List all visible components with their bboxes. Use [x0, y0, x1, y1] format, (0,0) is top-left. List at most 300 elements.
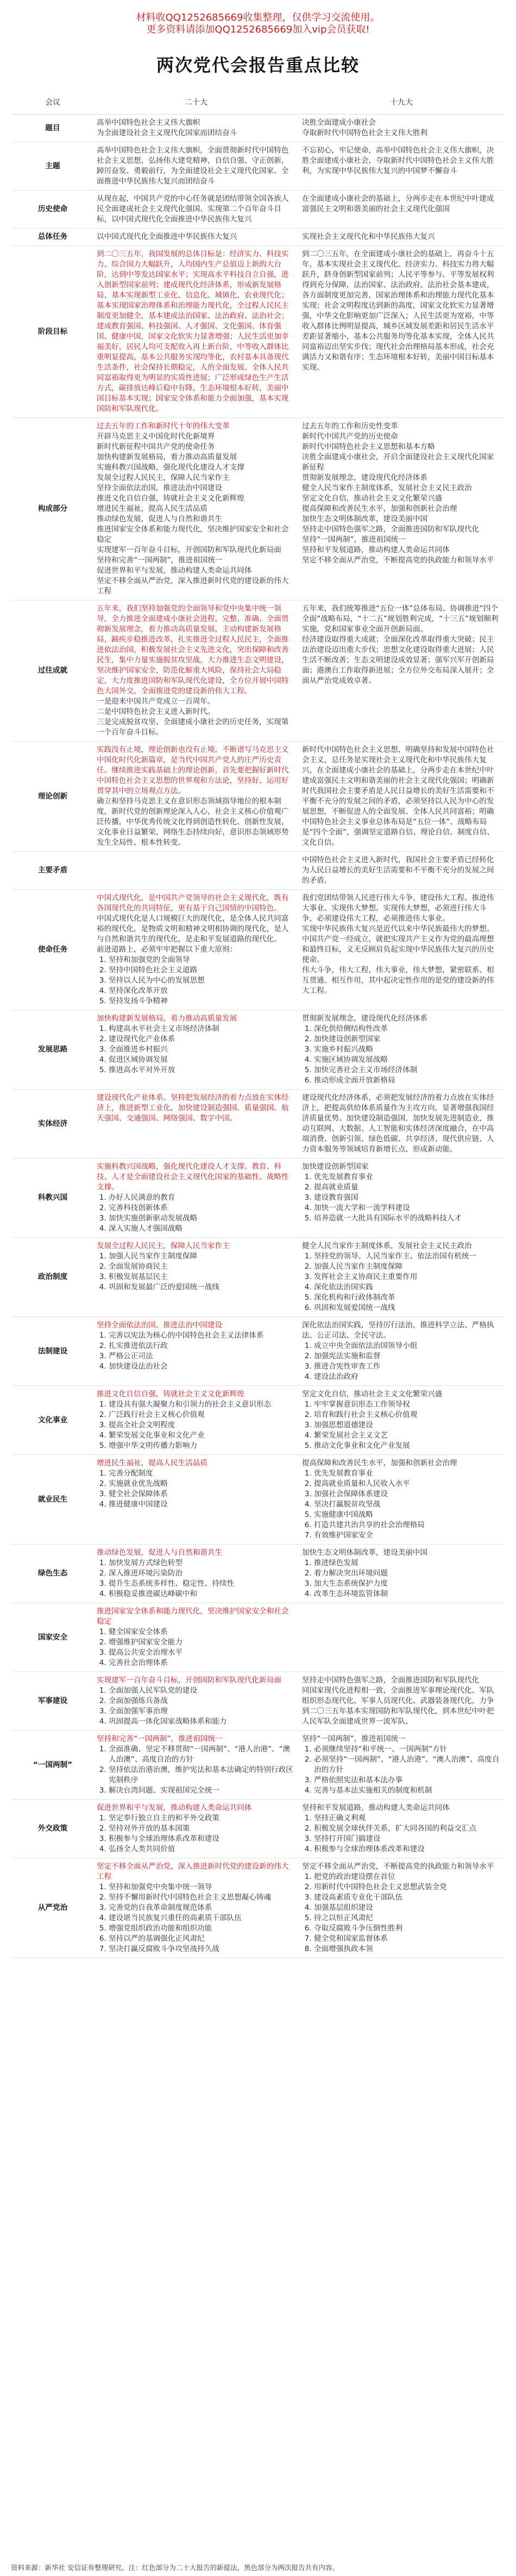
list-item: 1. 完善分配制度: [109, 1469, 295, 1479]
list-item: 2. 坚持依法治港治澳，维护宪法和基本法确定的特别行政区宪制秩序: [109, 1765, 295, 1786]
list-item: 2. 深入推进环境污染防治: [109, 1568, 295, 1579]
list-item: 4. 巩固提高一体化国家战略体系和能力: [109, 1717, 295, 1727]
cell-numbered-list: [302, 1400, 501, 1451]
cell-paragraph: 前进道路上，必须牢牢把握以下重大原则：: [97, 945, 237, 954]
cell-paragraph: 坚定不移全面从严治党，深入推进新时代党的建设新的伟大工程: [97, 1862, 289, 1881]
list-item: 2. 加强宪法实施和监督: [314, 1351, 501, 1362]
table-row: [12, 418, 504, 600]
list-item: 1. 全面准确、坚定不移贯彻“一国两制”、“港人治港”、“澳人治澳”、高度自治的方针: [109, 1744, 295, 1765]
cell-paragraph: 推进国家安全体系和能力现代化，坚决维护国家安全和社会稳定: [97, 1607, 289, 1626]
list-item: 3. 全面加强军事治理: [109, 1706, 295, 1717]
cell-paragraph: 推进文化自信自强，铸就社会主义文化新辉煌: [97, 494, 244, 503]
cell-numbered-list: [97, 1251, 295, 1293]
table-row: [12, 1090, 504, 1159]
cell-19th: [299, 1159, 504, 1238]
list-item: 1. 坚持和加强党的全面领导: [109, 955, 295, 965]
cell-19th: [299, 1545, 504, 1603]
list-item: 4. 完善与基本法实施相关的制度和机制: [314, 1786, 501, 1796]
list-item: 1. 加快发展方式绿色转型: [109, 1558, 295, 1568]
list-item: 2. 广泛践行社会主义核心价值观: [109, 1410, 295, 1420]
list-item: 2. 全面发展协商民主: [109, 1262, 295, 1272]
cell-paragraph: 我们党团结带领人民进行伟大斗争、建设伟大工程、推进伟大事业、实现伟大梦想。实现伟大梦想，必须进行伟大斗争，必须建设伟大工程，必须推进伟大事业。: [302, 894, 494, 923]
list-item: 2. 扎实推进依法行政: [109, 1341, 295, 1351]
list-item: 5. 加快完善社会主义市场经济体制: [314, 1065, 501, 1075]
list-item: 1. 坚持和加强党中央集中统一领导: [109, 1882, 295, 1893]
cell-20th: [93, 229, 299, 246]
list-item: 8. 全面增强执政本领: [314, 1944, 501, 1954]
cell-paragraph: 坚持全面依法治国，推进法治中国建设: [97, 1321, 223, 1330]
cell-20th: [93, 852, 299, 890]
list-item: 4. 建设堪当民族复兴重任的高素质干部队伍: [109, 1913, 295, 1923]
cell-19th: [299, 1672, 504, 1731]
row-topic: 绿色生态: [12, 1545, 93, 1603]
cell-20th: [93, 1010, 299, 1090]
cell-paragraph: 实践没有止境，理论创新也没有止境。不断谱写马克思主义中国化时代化新篇章，是当代中国共产党人的庄严历史责任。继续推进实践基础上的理论创新，首先要把握好新时代中国特色社会主义思想的世界观和方法论，坚持好、运用好贯穿其中的立场观点方法。: [97, 745, 289, 795]
cell-paragraph: 坚持和平发展道路，推动构建人类命运共同体: [302, 546, 450, 554]
list-item: 3. 全面推进乡村振兴: [109, 1045, 295, 1055]
table-row: [12, 1545, 504, 1603]
list-item: 2. 必须坚持“一国两制”、“港人治港”、“澳人治澳”、高度自治的方针: [314, 1755, 501, 1775]
cell-numbered-list: [302, 1744, 501, 1796]
list-item: 2. 增强维护国家安全能力: [109, 1637, 295, 1648]
cell-19th: [299, 1238, 504, 1317]
cell-19th: [299, 229, 504, 246]
cell-20th: [93, 1545, 299, 1603]
table-row: [12, 246, 504, 418]
list-item: 6. 推动形成全面开放新格局: [314, 1075, 501, 1086]
cell-paragraph: 坚持“一国两制”，推进祖国统一: [302, 535, 406, 544]
cell-19th: [299, 742, 504, 852]
cell-paragraph: 坚定不移全面从严治党，不断提高党的执政能力和领导水平: [302, 556, 494, 565]
cell-numbered-list: [97, 1744, 295, 1796]
cell-paragraph: 高举中国特色社会主义伟大旗帜: [97, 118, 200, 127]
list-item: 2. 完善科技创新体系: [109, 1203, 295, 1213]
cell-numbered-list: [302, 1341, 501, 1382]
list-item: 4. 巩固和发展最广泛的爱国统一战线: [109, 1282, 295, 1293]
watermark-line-2: 更多资料请添加QQ1252685669加入vip会员获取!: [146, 24, 370, 35]
list-item: 3. 积极参与全球治理体系改革和建设: [109, 1834, 295, 1844]
row-topic: 构成部分: [12, 418, 93, 600]
list-item: 3. 解决台湾问题、实现祖国完全统一: [109, 1786, 295, 1796]
cell-numbered-list: [97, 1558, 295, 1599]
list-item: 2. 实施就业优先战略: [109, 1479, 295, 1489]
list-item: 5. 实施健康中国战略: [314, 1510, 501, 1520]
cell-20th: [93, 1238, 299, 1317]
cell-19th: [299, 1858, 504, 1958]
cell-20th: [93, 1159, 299, 1238]
list-item: 1. 优先发展教育事业: [314, 1172, 501, 1182]
table-row: [12, 1010, 504, 1090]
cell-paragraph: 中国特色社会主义进入新时代，我国社会主要矛盾已经转化为人民日益增长的美好生活需要和不平衡不充分的发展之间的矛盾。: [302, 856, 494, 885]
cell-paragraph: 伟大斗争，伟大工程，伟大事业，伟大梦想，紧密联系、相互贯通、相互作用，其中起决定性作用的是党的建设新的伟大工程。: [302, 966, 494, 995]
cell-paragraph: 实现中华民族伟大复兴是近代以来中华民族最伟大的梦想。中国共产党一经成立，就把实现共产主义作为党的最高理想和最终目标，义无反顾肩负起实现中华民族伟大复兴的历史使命。: [302, 925, 494, 964]
cell-numbered-list: [97, 1331, 295, 1372]
list-item: 3. 提高全社会文明程度: [109, 1420, 295, 1431]
list-item: 1. 加强人民当家作主制度保障: [109, 1251, 295, 1262]
cell-paragraph: 经济建设取得重大成就；全面深化改革取得重大突破；民主法治建设迈出重大步伐；思想文化建设取得重大进展；人民生活不断改善；生态文明建设成效显著；强军兴军开创新局面；港澳台工作取得新进展；全方位外交布局深入展开；全面从严治党成效卓著。: [302, 635, 494, 685]
list-item: 4. 加强基层组织建设: [314, 1903, 501, 1913]
cell-numbered-list: [302, 1251, 501, 1313]
list-item: 3. 坚持打开国门搞建设: [314, 1834, 501, 1844]
cell-paragraph: 实现建军一百年奋斗目标，开创国防和军队现代化新局面: [97, 1676, 281, 1685]
cell-numbered-list: [97, 1469, 295, 1510]
row-topic: 发展思路: [12, 1010, 93, 1090]
cell-paragraph: 二是中国特色社会主义进入新时代。: [97, 707, 215, 716]
list-item: 1. 全面加强人民军队党的建设: [109, 1686, 295, 1696]
cell-paragraph: 提高保障和改善民生水平，加强和创新社会治理: [302, 1459, 457, 1467]
list-item: 4. 完善社会治理体系: [109, 1658, 295, 1668]
cell-paragraph: 健全人民当家作主制度体系，发展社会主义民主政治: [302, 484, 472, 492]
cell-paragraph: 坚持和平发展道路，推动构建人类命运共同体: [302, 1803, 450, 1812]
cell-numbered-list: [97, 1686, 295, 1727]
list-item: 1. 坚持党的领导、人民当家作主、依法治国有机统一: [314, 1251, 501, 1262]
cell-paragraph: 新时代中国特色社会主义思想，明确坚持和发展中国特色社会主义，总任务是实现社会主义现代化和中华民族伟大复兴，在全面建成小康社会的基础上，分两步走在本世纪中叶建成富强民主文明和谐美丽的社会主义现代化强国；明确新时代我国社会主要矛盾是人民日益增长的美好生活需要和不平衡不充分的发展之间的矛盾，必须坚持以人民为中心的发展思想，不断促进人的全面发展、全体人民共同富裕；明确中国特色社会主义事业总体布局是“五位一体”、战略布局是“四个全面”，强调坚定道路自信、理论自信、制度自信、文化自信。: [302, 745, 494, 847]
row-topic: 历史使命: [12, 191, 93, 229]
cell-19th: [299, 142, 504, 191]
row-topic: 科教兴国: [12, 1159, 93, 1238]
list-item: 4. 推进健康中国建设: [109, 1499, 295, 1510]
cell-paragraph: 坚定不移全面从严治党，不断提高党的执政能力和领导水平: [302, 1862, 494, 1871]
cell-paragraph: 不忘初心，牢记使命，高举中国特色社会主义伟大旗帜，决胜全面建成小康社会，夺取新时代中国特色社会主义伟大胜利，为实现中华民族伟大复兴的中国梦不懈奋斗: [302, 146, 494, 175]
cell-paragraph: 决胜全面建成小康社会，开启全面建设社会主义现代化国家新征程: [302, 453, 494, 472]
header-19th: 十九大: [299, 91, 504, 115]
cell-paragraph: 推动绿色发展，促进人与自然和谐共生: [97, 515, 223, 523]
list-item: 3. 严格公正司法: [109, 1351, 295, 1362]
cell-19th: [299, 246, 504, 418]
cell-19th: [299, 191, 504, 229]
list-item: 4. 坚决打赢脱贫攻坚战: [314, 1499, 501, 1510]
cell-19th: [299, 1090, 504, 1159]
cell-20th: [93, 191, 299, 229]
cell-paragraph: 到二〇三五年，在全面建成小康社会的基础上，再奋斗十五年，基本实现社会主义现代化。经济实力、科技实力将大幅跃升，跻身创新型国家前列；人民平等参与、平等发展权利得到充分保障，法治国家、法治政府、法治社会基本建成，各方面制度更加完善，国家治理体系和治理能力现代化基本实现；社会文明程度达到新的高度，国家文化软实力显著增强，中华文化影响更加广泛深入；人民生活更为宽裕，中等收入群体比例明显提高，城乡区域发展差距和居民生活水平差距显著缩小，基本公共服务均等化基本实现，全体人民共同富裕迈出坚实步伐；现代社会治理格局基本形成，社会充满活力又和谐有序；生态环境根本好转，美丽中国目标基本实现。: [302, 250, 494, 372]
list-item: 3. 实施乡村振兴战略: [314, 1045, 501, 1055]
cell-paragraph: 五年来，我们坚持加强党的全面领导和党中央集中统一领导，全力推进全面建成小康社会进程，完整、准确、全面贯彻新发展理念，着力推动高质量发展，主动构建新发展格局，蹄疾步稳推进改革，扎实推进全过程人民民主，全面推进依法治国，积极发展社会主义先进文化，突出保障和改善民生，集中力量实施脱贫攻坚战，大力推进生态文明建设，坚决维护国家安全，防范化解重大风险，保持社会大局稳定，大力度推进国防和军队现代化建设，全方位开展中国特色大国外交，全面推进党的建设新的伟大工程。: [97, 604, 289, 695]
table-row: [12, 1386, 504, 1455]
row-topic: 从严党治: [12, 1858, 93, 1958]
list-item: 5. 持之以恒正风肃纪: [314, 1913, 501, 1923]
list-item: 5. 推动文化事业和文化产业发展: [314, 1441, 501, 1451]
list-item: 2. 加快建设创新型国家: [314, 1034, 501, 1045]
cell-19th: [299, 115, 504, 142]
cell-20th: [93, 1386, 299, 1455]
cell-19th: [299, 1317, 504, 1386]
cell-paragraph: 贯彻新发展理念，建设现代化经济体系: [302, 473, 428, 482]
cell-paragraph: 深化依法治国实践，坚持厉行法治，推进科学立法、严格执法、公正司法、全民守法。: [302, 1321, 494, 1340]
list-item: 1. 牢牢掌握意识形态工作领导权: [314, 1400, 501, 1410]
table-row: [12, 742, 504, 852]
cell-paragraph: 在全面建成小康社会的基础上，分两步走在本世纪中叶建成富强民主文明和谐美丽的社会主义现代化强国: [302, 194, 494, 213]
table-row: [12, 852, 504, 890]
row-topic: 文化事业: [12, 1386, 93, 1455]
list-item: 2. 用新时代中国特色社会主义思想武装全党: [314, 1882, 501, 1893]
cell-20th: [93, 742, 299, 852]
cell-paragraph: 加快生态文明体制改革，建设美丽中国: [302, 515, 428, 523]
cell-19th: [299, 600, 504, 742]
cell-20th: [93, 890, 299, 1010]
cell-paragraph: 坚持全面依法治国，推进法治中国建设: [97, 484, 223, 492]
list-item: 2. 坚持对外开放的基本国策: [109, 1824, 295, 1834]
list-item: 1. 成立中央全面依法治国领导小组: [314, 1341, 501, 1351]
cell-paragraph: 推进文化自信自强，铸就社会主义文化新辉煌: [97, 1390, 244, 1398]
list-item: 1. 把党的政治建设摆在首位: [314, 1872, 501, 1882]
row-topic: 主题: [12, 142, 93, 191]
list-item: 4. 改革生态环境监管体制: [314, 1589, 501, 1599]
cell-paragraph: 从现在起，中国共产党的中心任务就是团结带领全国各族人民全面建成社会主义现代化强国、实现第二个百年奋斗目标，以中国式现代化全面推进中华民族伟大复兴: [97, 194, 289, 224]
cell-19th: [299, 418, 504, 600]
cell-paragraph: 加快生态文明体制改革，建设美丽中国: [302, 1548, 428, 1557]
cell-paragraph: 实现建军一百年奋斗目标，开创国防和军队现代化新局面: [97, 546, 281, 554]
table-row: [12, 1159, 504, 1238]
cell-19th: [299, 890, 504, 1010]
row-topic: 就业民生: [12, 1455, 93, 1545]
cell-20th: [93, 1455, 299, 1545]
table-row: [12, 1800, 504, 1858]
header-20th: 二十大: [93, 91, 299, 115]
cell-20th: [93, 142, 299, 191]
cell-paragraph: 同国家现代化进程相一致，全面推进军事理论现代化、军队组织形态现代化、军事人员现代化、武器装备现代化，力争到二〇三五年基本实现国防和军队现代化，到本世纪中叶把人民军队全面建成世界一流军队。: [302, 1686, 494, 1726]
list-item: 4. 促进区域协调发展: [109, 1055, 295, 1065]
list-item: 3. 健全社会保障体系: [109, 1489, 295, 1499]
list-item: 3. 加强社会保障体系建设: [314, 1489, 501, 1499]
list-item: 1. 办好人民满意的教育: [109, 1193, 295, 1203]
cell-paragraph: 中国式现代化，是中国共产党领导的社会主义现代化，既有各国现代化的共同特征，更有基于自己国情的中国特色。: [97, 894, 289, 913]
list-item: 3. 建设教育强国: [314, 1193, 501, 1203]
list-item: 4. 实施区域协调发展战略: [314, 1055, 501, 1065]
list-item: 2. 坚持不懈用新时代中国特色社会主义思想凝心铸魂: [109, 1893, 295, 1903]
list-item: 2. 加强人民当家作主制度保障: [314, 1262, 501, 1272]
cell-paragraph: 实现社会主义现代化和中华民族伟大复兴: [302, 232, 435, 241]
row-topic: 法制建设: [12, 1317, 93, 1386]
cell-paragraph: 促进世界和平与发展，推动构建人类命运共同体: [97, 566, 252, 575]
table-row: [12, 1672, 504, 1731]
row-topic: 过往成就: [12, 600, 93, 742]
list-item: 5. 深化机构和行政体制改革: [314, 1293, 501, 1303]
cell-numbered-list: [302, 1172, 501, 1224]
list-item: 1. 建设具有强大凝聚力和引领力的社会主义意识形态: [109, 1400, 295, 1410]
cell-paragraph: 确立和坚持马克思主义在意识形态领域指导地位的根本制度，新时代党的创新理论深入人心，社会主义核心价值观广泛传播，中华优秀传统文化得到创造性转化、创新性发展，文化事业日益繁荣，网络生态持续向好，意识形态领域形势发生全局性、根本性转变。: [97, 797, 289, 847]
list-item: 3. 发挥社会主义协商民主重要作用: [314, 1272, 501, 1282]
list-item: 4. 积极参与全球治理体系改革和建设: [314, 1844, 501, 1855]
row-topic: 实体经济: [12, 1090, 93, 1159]
cell-numbered-list: [97, 955, 295, 1007]
table-row: [12, 1238, 504, 1317]
cell-paragraph: 开辟马克思主义中国化时代化新境界: [97, 432, 215, 441]
cell-paragraph: 为全面建设社会主义现代化国家而团结奋斗: [97, 129, 237, 137]
list-item: 2. 积极发展全球伙伴关系，扩大同各国的利益交汇点: [314, 1824, 501, 1834]
row-topic: 总体任务: [12, 229, 93, 246]
cell-20th: [93, 1090, 299, 1159]
cell-paragraph: 加快构建新发展格局，着力推动高质量发展: [97, 453, 237, 461]
cell-paragraph: 决胜全面建成小康社会: [302, 118, 376, 127]
cell-paragraph: 五年来，我们统筹推进“五位一体”总体布局、协调推进“四个全面”战略布局，“十二五”规划胜利完成，“十三五”规划顺利实施，党和国家事业全面开创新局面。: [302, 604, 499, 634]
cell-paragraph: 健全人民当家作主制度体系，发展社会主义民主政治: [302, 1242, 472, 1250]
list-item: 3. 完善党的自我革命制度规范体系: [109, 1903, 295, 1913]
cell-numbered-list: [97, 1882, 295, 1954]
list-item: 2. 提高就业质量: [314, 1182, 501, 1193]
list-item: 3. 坚持以人民为中心的发展思想: [109, 976, 295, 986]
cell-paragraph: 中国式现代化是人口规模巨大的现代化，是全体人民共同富裕的现代化，是物质文明和精神文明相协调的现代化，是人与自然和谐共生的现代化，是走和平发展道路的现代化。: [97, 914, 289, 944]
cell-paragraph: 建设现代化产业体系。坚持把发展经济的着力点放在实体经济上，推进新型工业化，加快建设制造强国、质量强国、航天强国、交通强国、网络强国、数字中国。: [97, 1093, 289, 1123]
list-item: 1. 优先发展教育事业: [314, 1469, 501, 1479]
cell-numbered-list: [97, 1400, 295, 1451]
list-item: 4. 加快一流大学和一流学科建设: [314, 1203, 501, 1213]
cell-paragraph: 增进民生福祉，提高人民生活品质: [97, 504, 207, 513]
cell-paragraph: 贯彻新发展理念，建设现代化经济体系: [302, 1014, 428, 1023]
table-row: [12, 600, 504, 742]
table-row: [12, 1317, 504, 1386]
cell-19th: [299, 1800, 504, 1858]
list-item: 3. 加快实施创新驱动发展战略: [109, 1213, 295, 1224]
cell-20th: [93, 600, 299, 742]
list-item: 2. 建设现代化产业体系: [109, 1034, 295, 1045]
cell-19th: [299, 1455, 504, 1545]
table-row: [12, 142, 504, 191]
cell-19th: [299, 852, 504, 890]
cell-20th: [93, 1800, 299, 1858]
list-item: 2. 着力解决突出环境问题: [314, 1568, 501, 1579]
list-item: 4. 繁荣发展社会主义文艺: [314, 1431, 501, 1441]
comparison-sheet: [12, 91, 504, 2534]
row-topic: “一国两制”: [12, 1731, 93, 1800]
list-item: 6. 夺取反腐败斗争压倒性胜利: [314, 1923, 501, 1934]
row-topic: 外交政策: [12, 1800, 93, 1858]
cell-20th: [93, 1672, 299, 1731]
cell-paragraph: 建设现代化经济体系，必须把发展经济的着力点放在实体经济上，把提高供给体系质量作为主攻方向，显著增强我国经济质量优势。加快建设制造强国，加快发展先进制造业，推动互联网、大数据、人工智能和实体经济深度融合，在中高端消费、创新引领、绿色低碳、共享经济、现代供应链、人力资本服务等领域培育新增长点、形成新动能。: [302, 1093, 494, 1154]
cell-paragraph: 坚持“一国两制”，推进祖国统一: [302, 1735, 406, 1743]
cell-paragraph: 坚持和完善“一国两制”，推进祖国统一: [97, 1735, 223, 1743]
cell-numbered-list: [97, 1193, 295, 1234]
cell-paragraph: 加快建设创新型国家: [302, 1162, 369, 1171]
list-item: 1. 坚定奉行独立自主的和平外交政策: [109, 1813, 295, 1824]
header-topic: 会议: [12, 91, 93, 115]
cell-paragraph: 过去五年的工作和新时代十年的伟大变革: [97, 422, 230, 431]
list-item: 2. 全面加强练兵备战: [109, 1696, 295, 1706]
cell-paragraph: 新时代中国共产党的历史使命: [302, 432, 398, 441]
cell-paragraph: 坚定文化自信，推动社会主义文化繁荣兴盛: [302, 494, 443, 503]
list-item: 7. 坚决打赢反腐败斗争攻坚战持久战: [109, 1944, 295, 1954]
cell-numbered-list: [97, 1813, 295, 1855]
row-topic: 阶段目标: [12, 246, 93, 418]
list-item: 5. 坚持发扬斗争精神: [109, 996, 295, 1007]
list-item: 4. 坚持深化改革开放: [109, 986, 295, 996]
cell-paragraph: 过去五年的工作和历史性变革: [302, 422, 398, 431]
cell-numbered-list: [302, 1558, 501, 1599]
row-topic: 题目: [12, 115, 93, 142]
list-item: 1. 健全国家安全体系: [109, 1627, 295, 1637]
cell-20th: [93, 418, 299, 600]
row-topic: 国家安全: [12, 1603, 93, 1672]
footer-source-note: 资料来源：新华社 安信证券整理研究。注：红色部分为二十大报告的新提法，黑色部分为两次报告共有内容。: [11, 2564, 339, 2572]
list-item: 3. 加大生态系统保护力度: [314, 1579, 501, 1589]
list-item: 4. 加快建设法治社会: [109, 1362, 295, 1372]
cell-paragraph: 增进民生福祉，提高人民生活品质: [97, 1459, 207, 1467]
list-item: 1. 深化供给侧结构性改革: [314, 1024, 501, 1034]
cell-paragraph: 坚持走中国特色强军之路，全面推进国防和军队现代化: [302, 1676, 480, 1685]
cell-20th: [93, 1858, 299, 1958]
list-item: 6. 打造共建共治共享的社会治理格局: [314, 1520, 501, 1530]
cell-paragraph: 加快构建新发展格局，着力推动高质量发展: [97, 1014, 237, 1023]
cell-19th: [299, 1386, 504, 1455]
list-item: 6. 巩固和发展爱国统一战线: [314, 1303, 501, 1313]
list-item: 4. 建设法治政府: [314, 1372, 501, 1382]
table-body: [12, 115, 504, 1958]
watermark-line-1: 材料收QQ1252685669收集整理，仅供学习交流使用。: [136, 12, 380, 23]
cell-20th: [93, 1603, 299, 1672]
cell-paragraph: 推进国家安全体系和能力现代化，坚决维护国家安全和社会稳定: [97, 525, 289, 544]
list-item: 3. 推进合宪性审查工作: [314, 1362, 501, 1372]
cell-20th: [93, 246, 299, 418]
list-item: 7. 有效维护国家安全: [314, 1530, 501, 1541]
table-row: [12, 191, 504, 229]
cell-20th: [93, 1317, 299, 1386]
cell-paragraph: 发展全过程人民民主，保障人民当家作主: [97, 473, 230, 482]
list-item: 3. 建设高素质专业化干部队伍: [314, 1893, 501, 1903]
cell-paragraph: 坚持和完善“一国两制”，推进祖国统一: [97, 556, 223, 565]
list-item: 2. 坚持中国特色社会主义道路: [109, 965, 295, 976]
cell-paragraph: 到二〇三五年，我国发展的总体目标是：经济实力、科技实力、综合国力大幅跃升，人均国内生产总值迈上新的大台阶，达到中等发达国家水平；实现高水平科技自立自强，进入创新型国家前列；建成现代化经济体系，形成新发展格局，基本实现新型工业化、信息化、城镇化、农业现代化；基本实现国家治理体系和治理能力现代化，全过程人民民主制度更加健全，基本建成法治国家、法治政府、法治社会；建成教育强国、科技强国、人才强国、文化强国、体育强国、健康中国，国家文化软实力显著增强；人民生活更加幸福美好，居民人均可支配收入再上新台阶，中等收入群体比重明显提高，基本公共服务实现均等化，农村基本具备现代生活条件，社会保持长期稳定，人的全面发展、全体人民共同富裕取得更为明显的实质性进展；广泛形成绿色生产生活方式，碳排放达峰后稳中有降，生态环境根本好转，美丽中国目标基本实现；国家安全体系和能力全面加强，基本实现国防和军队现代化。: [97, 250, 289, 413]
table-row: [12, 1603, 504, 1672]
list-item: 3. 加强思想道德建设: [314, 1420, 501, 1431]
cell-paragraph: 三是完成脱贫攻坚、全面建成小康社会的历史任务，实现第一个百年奋斗目标。: [97, 718, 289, 737]
cell-numbered-list: [302, 1469, 501, 1541]
row-topic: 主要矛盾: [12, 852, 93, 890]
list-item: 4. 深化依法治国实践: [314, 1282, 501, 1293]
cell-20th: [93, 115, 299, 142]
table-row: [12, 1858, 504, 1958]
list-item: 4. 深入实施人才强国战略: [109, 1224, 295, 1234]
cell-paragraph: 实施科教兴国战略，强化现代化建设人才支撑: [97, 463, 244, 472]
cell-paragraph: 以中国式现代化全面推进中华民族伟大复兴: [97, 232, 237, 241]
cell-paragraph: 推动绿色发展，促进人与自然和谐共生: [97, 1548, 223, 1557]
list-item: 1. 必须继续坚持“和平统一、一国两制”方针: [314, 1744, 501, 1755]
list-item: 1. 构建高水平社会主义市场经济体制: [109, 1024, 295, 1034]
cell-paragraph: 提高保障和改善民生水平，加强和创新社会治理: [302, 504, 457, 513]
table-row: [12, 229, 504, 246]
list-item: 5. 增强中华文明传播力影响力: [109, 1441, 295, 1451]
row-topic: 军事建设: [12, 1672, 93, 1731]
list-item: 5. 培养造就一大批具有国际水平的战略科技人才: [314, 1213, 501, 1224]
cell-numbered-list: [302, 1813, 501, 1855]
cell-19th: [299, 1010, 504, 1090]
cell-paragraph: 一是迎来中国共产党成立一百周年。: [97, 697, 215, 706]
list-item: 2. 培育和践行社会主义核心价值观: [314, 1410, 501, 1420]
cell-19th: [299, 1603, 504, 1672]
list-item: 5. 增强党组织政治功能和组织功能: [109, 1923, 295, 1934]
list-item: 1. 推进绿色发展: [314, 1558, 501, 1568]
watermark: [0, 12, 516, 36]
cell-paragraph: 新时代中国特色社会主义思想和基本方略: [302, 442, 435, 451]
list-item: 3. 严格依照宪法和基本法办事: [314, 1775, 501, 1786]
table-header-row: [12, 91, 504, 115]
cell-numbered-list: [97, 1024, 295, 1075]
cell-paragraph: 坚定文化自信，推动社会主义文化繁荣兴盛: [302, 1390, 443, 1398]
page-title: 两次党代会报告重点比较: [156, 55, 360, 75]
list-item: 1. 坚持正确义利观: [314, 1813, 501, 1824]
table-row: [12, 1731, 504, 1800]
cell-paragraph: 新时代新征程中国共产党的使命任务: [97, 442, 215, 451]
row-topic: 使命任务: [12, 890, 93, 1010]
row-topic: 政治制度: [12, 1238, 93, 1317]
table-row: [12, 890, 504, 1010]
list-item: 7. 健全党和国家监督体系: [314, 1934, 501, 1944]
cell-numbered-list: [97, 1627, 295, 1668]
list-item: 2. 提高就业质量和人民收入水平: [314, 1479, 501, 1489]
cell-paragraph: 促进世界和平与发展，推动构建人类命运共同体: [97, 1803, 252, 1812]
list-item: 4. 弘扬全人类共同价值: [109, 1844, 295, 1855]
cell-20th: [93, 1731, 299, 1800]
row-topic: 理论创新: [12, 742, 93, 852]
cell-paragraph: 高举中国特色社会主义伟大旗帜，全面贯彻新时代中国特色社会主义思想，弘扬伟大建党精神，自信自强、守正创新，踔厉奋发、勇毅前行，为全面建设社会主义现代化国家、全面推进中华民族伟大复兴而团结奋斗: [97, 146, 289, 186]
